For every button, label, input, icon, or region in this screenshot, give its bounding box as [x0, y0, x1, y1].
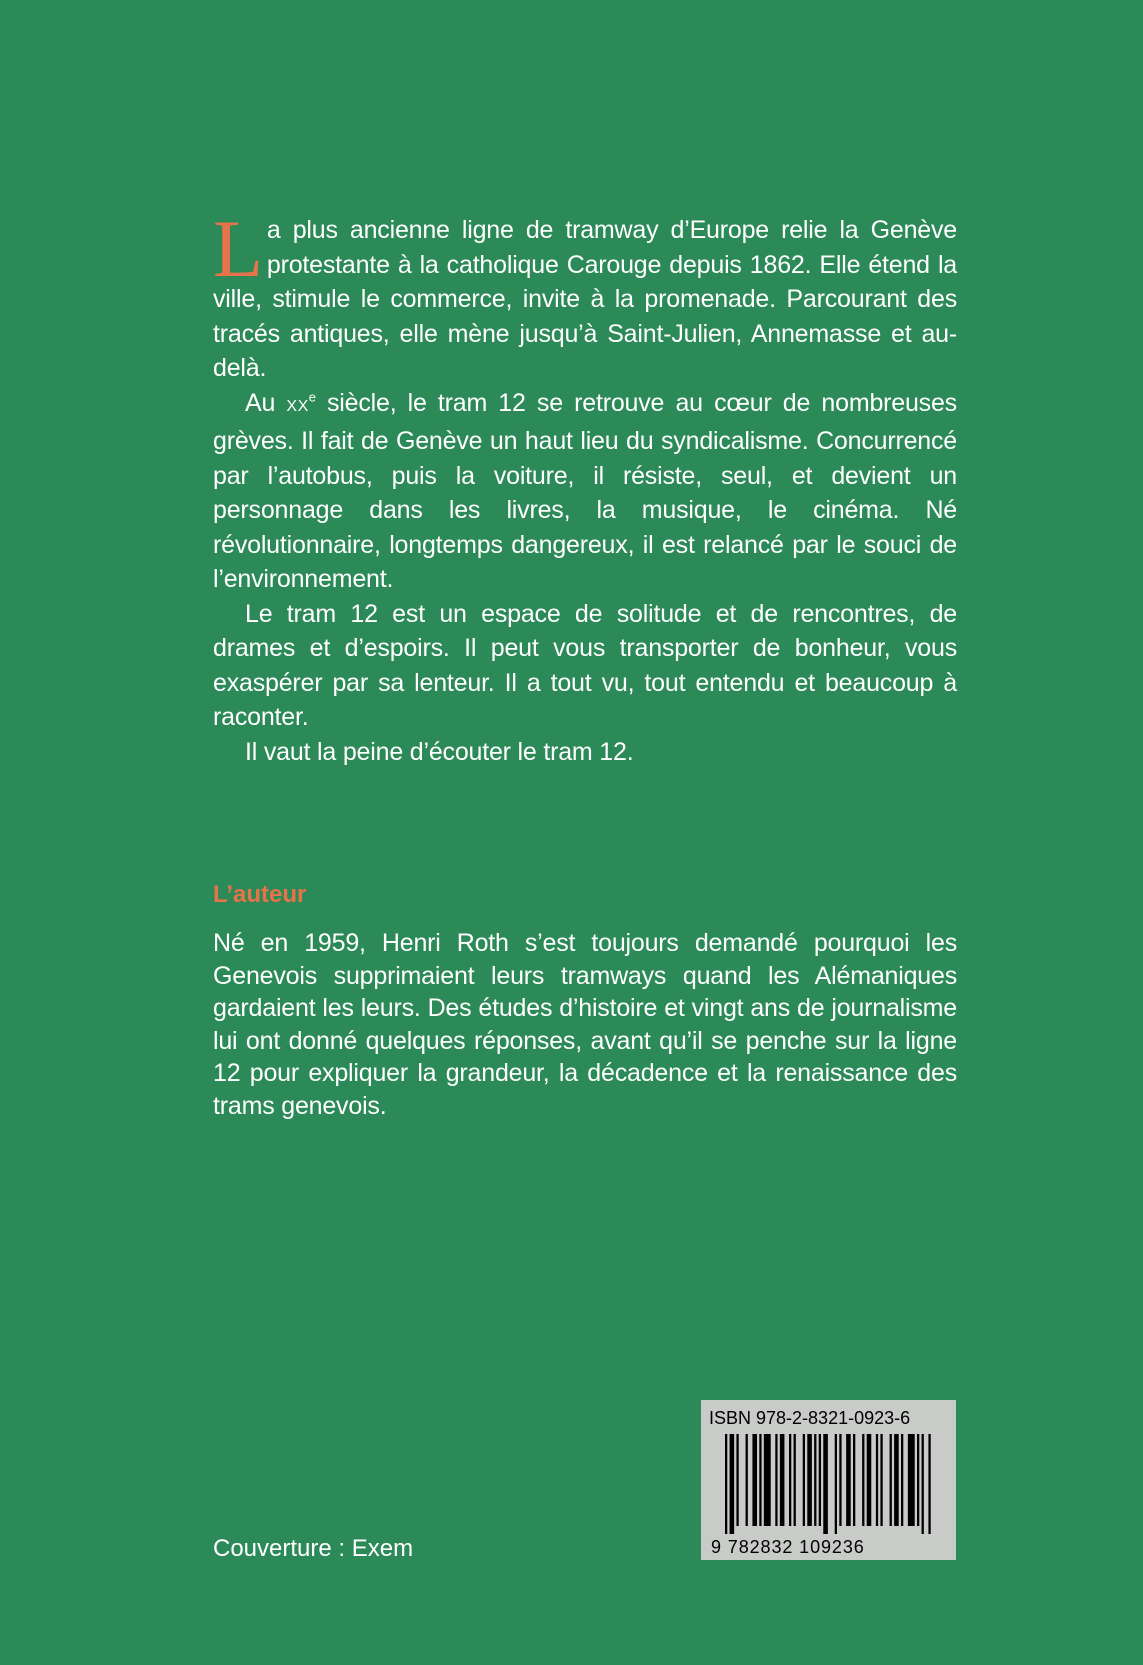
barcode-bar: [764, 1434, 771, 1526]
isbn-label: ISBN 978-2-8321-0923-6: [709, 1408, 911, 1428]
barcode-bar: [736, 1434, 738, 1526]
barcode-bar: [835, 1434, 837, 1534]
barcode-bar: [789, 1434, 791, 1526]
barcode-bar: [853, 1434, 855, 1526]
barcode-bar: [780, 1434, 785, 1526]
barcode-bar: [922, 1434, 924, 1534]
author-bio: Né en 1959, Henri Roth s’est toujours demandé pourquoi les Genevois supprimaient leurs tramways quand les Alémaniques gardaient les leurs. Des études d’histoire et vingt ans de journalisme lui ont donné quelques réponses, avant qu’il se penche sur la ligne 12 pour expliquer la grandeur, la décadence et la renaissance des trams genevois.: [213, 929, 957, 1120]
barcode-bar: [814, 1434, 816, 1526]
barcode-bar: [908, 1434, 915, 1526]
author-heading: L’auteur: [213, 881, 307, 908]
barcode-bar: [730, 1434, 735, 1534]
barcode-bar: [839, 1434, 841, 1526]
isbn-digits: 9 782832 109236: [711, 1537, 865, 1557]
author-section: [213, 927, 957, 1122]
back-cover-blurb: [213, 203, 957, 769]
barcode-bar: [901, 1434, 903, 1526]
barcode-bar: [752, 1434, 757, 1526]
barcode-bar: [759, 1434, 761, 1526]
barcode-bar: [819, 1434, 821, 1526]
barcode-bar: [725, 1434, 727, 1534]
blurb-paragraph-2: [213, 386, 957, 597]
barcode-bar: [876, 1434, 878, 1526]
century-numeral: XX: [286, 397, 309, 415]
barcode-bar: [917, 1434, 919, 1526]
barcode-bar: [867, 1434, 872, 1526]
barcode-bar: [794, 1434, 796, 1526]
barcode-bar: [846, 1434, 851, 1526]
blurb-paragraph-1-text: a plus ancienne ligne de tramway d’Europe relie la Genève protestante à la catholique Carouge depuis 1862. Elle étend la ville, stimule le commerce, invite à la promenade. Parcourant des tracés antiques, elle mène jusqu’à Saint-Julien, Annemasse et au-delà.: [213, 216, 957, 382]
barcode-bar: [803, 1434, 805, 1526]
barcode-bar: [894, 1434, 899, 1526]
barcode-bar: [880, 1434, 882, 1526]
barcode-bar: [890, 1434, 892, 1526]
isbn-barcode-box: [701, 1400, 956, 1560]
blurb-paragraph-4: Il vaut la peine d’écouter le tram 12.: [245, 737, 634, 766]
blurb-paragraph-2-text: siècle, le tram 12 se retrouve au cœur de nombreuses grèves. Il fait de Genève un haut lieu du syndicalisme. Concurrencé par l’autobus, puis la voiture, il résiste, seul, et devient un personnage dans les livres, la musique, le cinéma. Né révolutionnaire, longtemps dangereux, il est relancé par le souci de l’environnement.: [213, 388, 957, 593]
barcode-bar: [862, 1434, 864, 1526]
barcode-bar: [928, 1434, 930, 1534]
drop-cap: L: [213, 203, 263, 294]
barcode-bar: [823, 1434, 828, 1534]
century-superscript: e: [308, 389, 316, 405]
barcode-bar: [775, 1434, 777, 1526]
blurb-paragraph-1: [213, 203, 957, 386]
blurb-paragraph-3: Le tram 12 est un espace de solitude et de rencontres, de drames et d’espoirs. Il peut vous transporter de bonheur, vous exaspérer par sa lenteur. Il a tout vu, tout entendu et beaucoup à raconter.: [213, 599, 957, 731]
barcode-bar: [807, 1434, 812, 1526]
barcode-icon: [725, 1434, 933, 1534]
barcode-bar: [746, 1434, 748, 1526]
blurb-paragraph-2-prefix: Au: [245, 388, 287, 417]
cover-credit: Couverture : Exem: [213, 1535, 414, 1562]
